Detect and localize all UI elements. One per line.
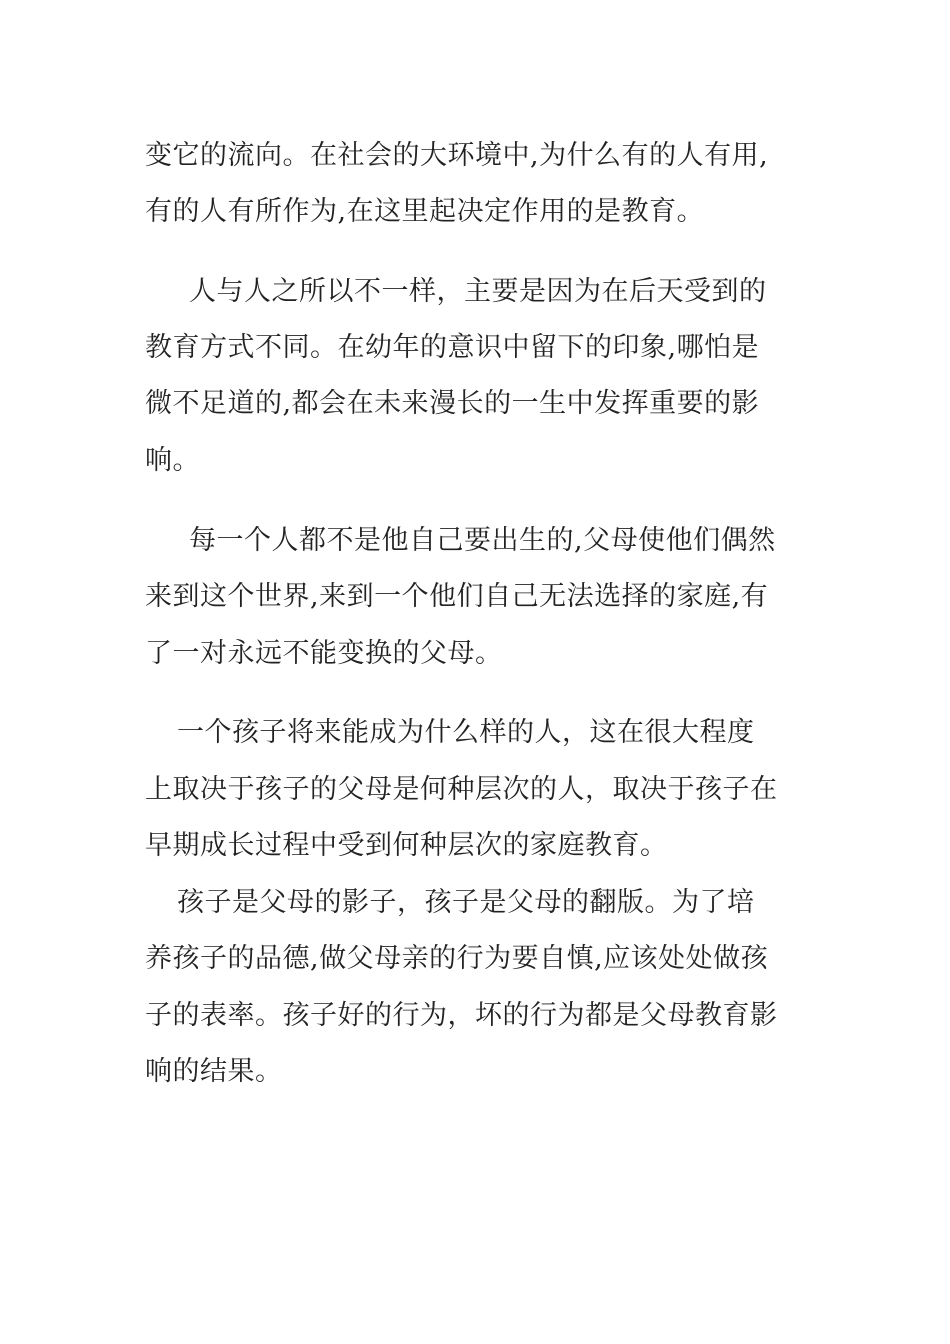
text-line: 了一对永远不能变换的父母。: [145, 638, 503, 669]
text-line: 一个孩子将来能成为什么样的人，这在很大程度: [177, 717, 755, 748]
text-line: 有的人有所作为,在这里起决定作用的是教育。: [145, 196, 705, 227]
text-line: 变它的流向。在社会的大环境中,为什么有的人有用,: [145, 140, 769, 171]
text-line: 早期成长过程中受到何种层次的家庭教育。: [145, 830, 668, 861]
text-line: 上取决于孩子的父母是何种层次的人，取决于孩子在: [145, 774, 778, 805]
text-line: 子的表率。孩子好的行为，坏的行为都是父母教育影: [145, 1000, 778, 1031]
text-line: 孩子是父母的影子，孩子是父母的翻版。为了培: [177, 887, 755, 918]
text-line: 来到这个世界,来到一个他们自己无法选择的家庭,有: [145, 581, 769, 612]
text-line: 响。: [145, 445, 200, 476]
text-line: 微不足道的,都会在未来漫长的一生中发挥重要的影: [145, 388, 760, 419]
text-line: 教育方式不同。在幼年的意识中留下的印象,哪怕是: [145, 332, 760, 363]
text-line: 人与人之所以不一样，主要是因为在后天受到的: [189, 276, 767, 307]
text-line: 养孩子的品德,做父母亲的行为要自慎,应该处处做孩: [145, 943, 769, 974]
text-line: 响的结果。: [145, 1056, 283, 1087]
text-line: 每一个人都不是他自己要出生的,父母使他们偶然: [189, 525, 776, 556]
